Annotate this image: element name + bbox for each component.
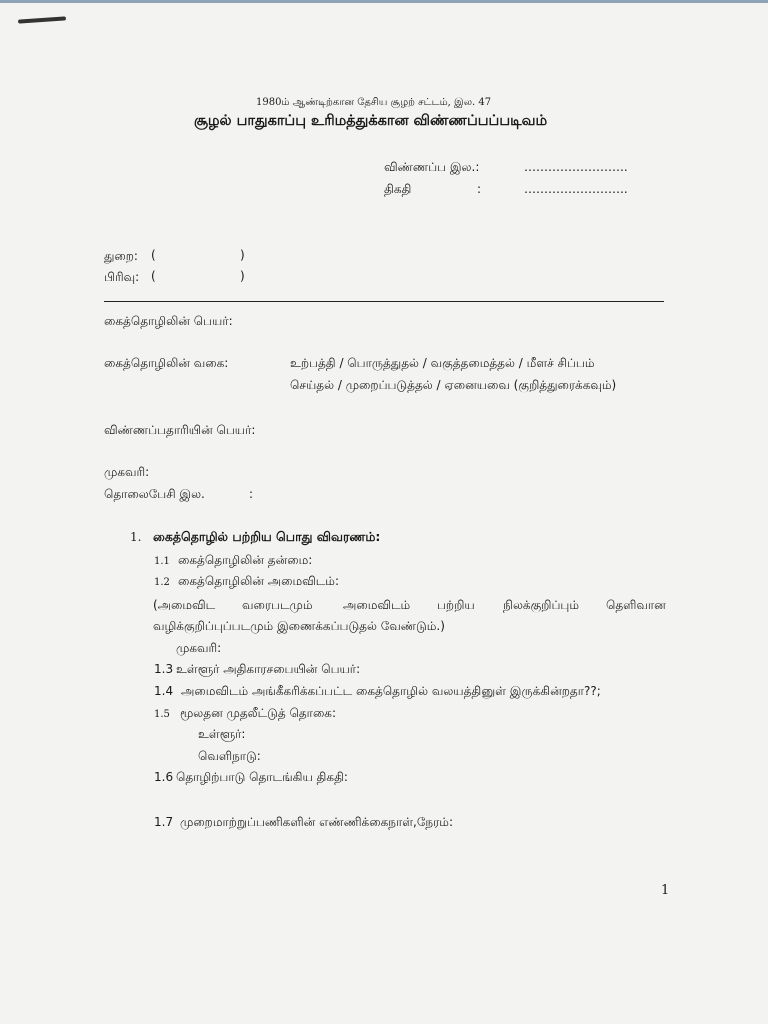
phone-label: தொலைபேசி இல.	[104, 487, 205, 501]
item-1-2-number: 1.2	[154, 577, 170, 588]
item-1-7-text: முறைமாற்றுப்பணிகளின் எண்ணிக்கைநாள்,நேரம்:	[180, 815, 453, 829]
note-line-2: வழிக்குறிப்புப்படமும் இணைக்கப்படுதல் வேண்டும்.)	[153, 619, 445, 633]
applicant-name-label: விண்ணப்பதாரியின் பெயர்:	[104, 423, 256, 437]
industry-type-options-line1: உற்பத்தி / பொருத்துதல் / வகுத்தமைத்தல் / மீளச் சிப்பம்	[290, 356, 595, 370]
department-label: துறை:	[104, 249, 138, 263]
pen-mark	[18, 16, 66, 23]
division-close-paren: )	[240, 269, 245, 283]
division-label: பிரிவு:	[104, 270, 140, 284]
item-1-2-text: கைத்தொழிலின் அமைவிடம்:	[178, 574, 340, 588]
item-1-4-text: அமைவிடம் அங்கீகரிக்கப்பட்ட கைத்தொழில் வலயத்தினுள் இருக்கின்றதா??;	[181, 684, 601, 698]
department-close-paren: )	[240, 248, 245, 262]
note-word: (அமைவிட	[153, 598, 216, 612]
divider-line	[104, 301, 664, 302]
date-label: திகதி	[384, 182, 412, 196]
industry-type-label: கைத்தொழிலின் வகை:	[104, 356, 229, 370]
industry-name-label: கைத்தொழிலின் பெயர்:	[104, 314, 233, 328]
division-open-paren: (	[151, 269, 156, 283]
item-1-4-number: 1.4	[154, 684, 174, 698]
note-word: பற்றிய	[437, 598, 475, 612]
note-word: வரைபடமும்	[242, 598, 313, 612]
page-number: 1	[661, 883, 670, 898]
form-title: சூழல் பாதுகாப்பு உரிமத்துக்கான விண்ணப்பப்படிவம்	[194, 113, 548, 129]
note-word: அமைவிடம்	[343, 598, 411, 612]
item-1-1-text: கைத்தொழிலின் தன்மை:	[178, 553, 313, 567]
date-colon: :	[477, 182, 482, 196]
note-word: தெளிவான	[606, 598, 666, 612]
date-field[interactable]: ……………………..	[524, 182, 628, 196]
item-1-7-number: 1.7	[154, 815, 174, 829]
application-no-label: விண்ணப்ப இல.:	[384, 160, 480, 174]
item-1-5-number: 1.5	[154, 709, 170, 720]
item-1-3-number: 1.3	[154, 662, 174, 676]
industry-type-options-line2: செய்தல் / முறைப்படுத்தல் / ஏனையவை (குறித்துரைக்கவும்)	[290, 378, 617, 392]
item-1-5-text: மூலதன முதலீட்டுத் தொகை:	[180, 706, 337, 720]
applicant-address-label: முகவரி:	[104, 465, 150, 479]
note-word: நிலக்குறிப்பும்	[503, 598, 580, 612]
item-1-1-number: 1.1	[154, 556, 170, 567]
item-1-6-number: 1.6	[154, 770, 174, 784]
foreign-investment-label: வெளிநாடு:	[198, 749, 261, 763]
item-1-3-text: உள்ளூர் அதிகாரசபையின் பெயர்:	[176, 662, 361, 676]
department-open-paren: (	[151, 248, 156, 262]
scan-edge	[0, 0, 768, 3]
location-address-label: முகவரி:	[176, 641, 222, 655]
item-1-6-text: தொழிற்பாடு தொடங்கிய திகதி:	[176, 770, 348, 784]
section-1-title: கைத்தொழில் பற்றிய பொது விவரணம்:	[153, 529, 381, 544]
phone-colon: :	[249, 487, 254, 501]
section-1-number: 1.	[130, 530, 142, 544]
local-investment-label: உள்ளூர்:	[198, 727, 246, 741]
act-line: 1980ம் ஆண்டிற்கான தேசிய சூழற் சட்டம், இல. 47	[256, 97, 492, 108]
application-no-field[interactable]: ……………………..	[524, 160, 628, 174]
